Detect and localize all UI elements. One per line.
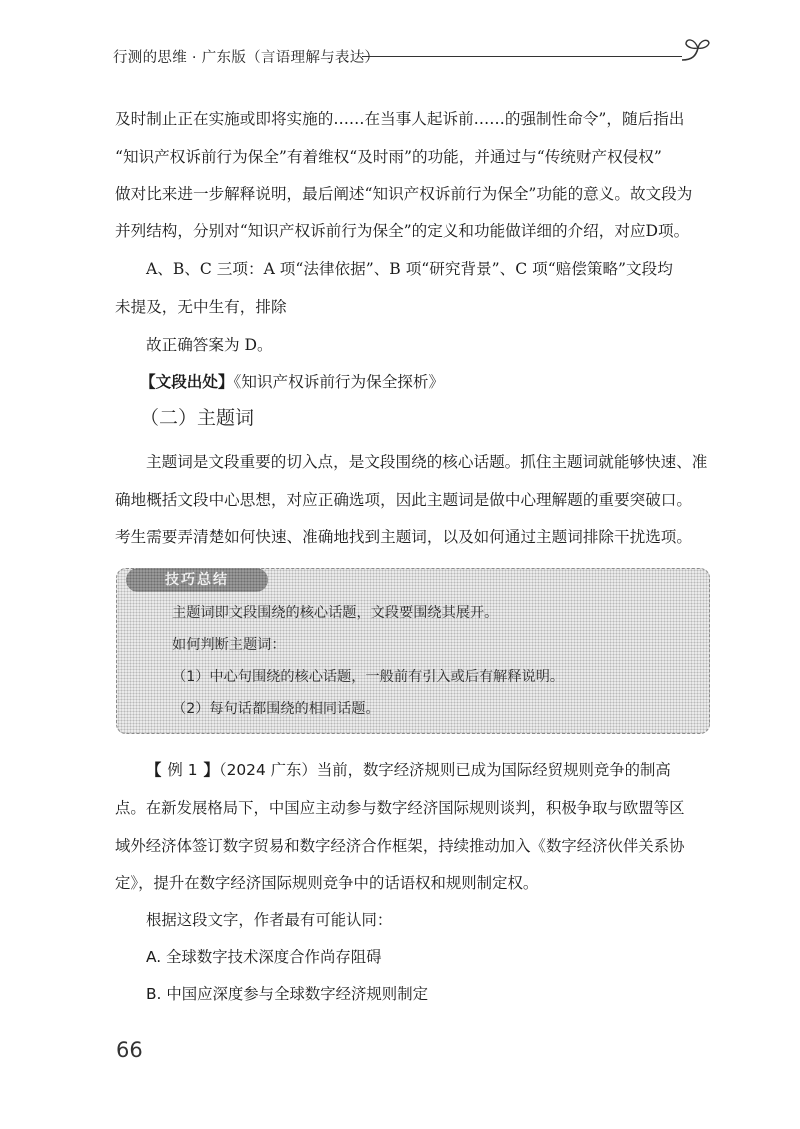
paragraph-1-line-4: 并列结构，分别对“知识产权诉前行为保全”的定义和功能做详细的介绍，对应D项。 bbox=[115, 222, 690, 240]
paragraph-1-line-1: 及时制止正在实施或即将实施的……在当事人起诉前……的强制性命令”，随后指出 bbox=[115, 110, 685, 128]
question-line: 根据这段文字，作者最有可能认同： bbox=[146, 911, 393, 929]
option-a: A. 全球数字技术深度合作尚存阻碍 bbox=[146, 948, 382, 966]
tip-line-2: 如何判断主题词： bbox=[172, 637, 286, 653]
answer-line: 故正确答案为 D。 bbox=[146, 336, 273, 354]
paragraph-2-line-1: A、B、C 三项：A 项“法律依据”、B 项“研究背景”、C 项“赔偿策略”文段均 bbox=[146, 260, 673, 278]
example-line-1 bbox=[146, 752, 742, 790]
page-number: 66 bbox=[116, 1038, 143, 1062]
paragraph-1-line-3: 做对比来进一步解释说明，最后阐述“知识产权诉前行为保全”功能的意义。故文段为 bbox=[115, 185, 693, 203]
example-line-1-text: （2024 广东）当前，数字经济规则已成为国际经贸规则竞争的制高 bbox=[218, 761, 671, 779]
source-label: 【文段出处】 bbox=[140, 373, 234, 391]
intro-line-2: 确地概括文段中心思想，对应正确选项，因此主题词是做中心理解题的重要突破口。 bbox=[115, 491, 692, 509]
option-b: B. 中国应深度参与全球数字经济规则制定 bbox=[146, 985, 428, 1003]
section-heading: （二）主题词 bbox=[140, 407, 255, 429]
tip-tag: 技巧总结 bbox=[126, 568, 268, 592]
tip-line-4: （2）每句话都围绕的相同话题。 bbox=[172, 701, 380, 717]
tip-line-1: 主题词即文段围绕的核心话题，文段要围绕其展开。 bbox=[172, 605, 499, 621]
tip-line-3: （1）中心句围绕的核心话题，一般前有引入或后有解释说明。 bbox=[172, 669, 565, 685]
source-line bbox=[140, 364, 736, 402]
example-line-3: 域外经济体签订数字贸易和数字经济合作框架，持续推动加入《数字经济伙伴关系协 bbox=[115, 837, 685, 855]
example-label: 例 1 bbox=[167, 761, 198, 779]
example-label-close: 】 bbox=[203, 761, 219, 779]
paragraph-1-line-2: “知识产权诉前行为保全”有着维权“及时雨”的功能，并通过与“传统财产权侵权” bbox=[115, 148, 662, 166]
sprout-icon bbox=[678, 34, 712, 64]
example-line-2: 点。在新发展格局下，中国应主动参与数字经济国际规则谈判，积极争取与欧盟等区 bbox=[115, 799, 685, 817]
intro-line-3: 考生需要弄清楚如何快速、准确地找到主题词，以及如何通过主题词排除干扰选项。 bbox=[115, 528, 692, 546]
header-rule bbox=[362, 56, 682, 57]
source-text: 《知识产权诉前行为保全探析》 bbox=[233, 373, 445, 391]
intro-line-1: 主题词是文段重要的切入点，是文段围绕的核心话题。抓住主题词就能够快速、准 bbox=[146, 453, 708, 471]
paragraph-2-line-2: 未提及，无中生有，排除 bbox=[115, 298, 287, 316]
example-line-4: 定》，提升在数字经济国际规则竞争中的话语权和规则制定权。 bbox=[115, 874, 539, 892]
running-header-title: 行测的思维 · 广东版（言语理解与表达） bbox=[113, 50, 380, 66]
example-label-open: 【 bbox=[146, 761, 162, 779]
